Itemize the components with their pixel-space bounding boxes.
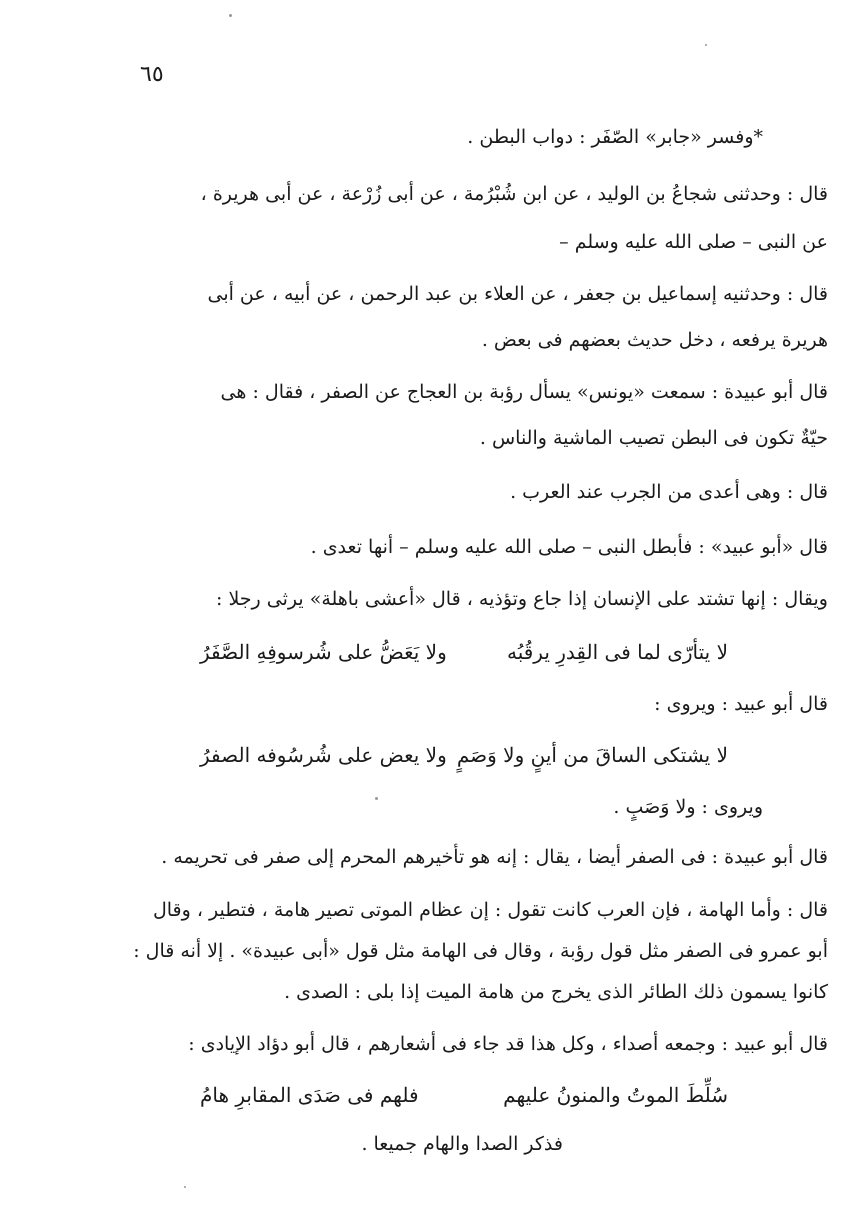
text-line: قال : وحدثنى شجاعُ بن الوليد ، عن ابن شُبْرُمة ، عن أبى زُرْعة ، عن أبى هريرة ، xyxy=(200,183,828,205)
text-line: قال : وأما الهامة ، فإن العرب كانت تقول : إن عظام الموتى تصير هامة ، فتطير ، وقال xyxy=(152,899,828,921)
text-line: قال أبو عبيدة : سمعت «يونس» يسأل رؤبة بن العجاج عن الصفر ، فقال : هى xyxy=(220,381,828,403)
verse-hemistich-left: ولا يعض على شُرسُوفه الصفرُ xyxy=(200,743,447,767)
closing-line: فذكر الصدا والهام جميعا . xyxy=(361,1133,563,1155)
text-line: أبو عمرو فى الصفر مثل قول رؤبة ، وقال فى الهامة مثل قول «أبى عبيدة» . إلا أنه قال : xyxy=(133,940,828,962)
text-line: ويروى : ولا وَصَبٍ . xyxy=(613,796,763,818)
text-line: قال : وحدثنيه إسماعيل بن جعفر ، عن العلاء بن عبد الرحمن ، عن أبيه ، عن أبى xyxy=(207,283,828,305)
text-line: قال : وهى أعدى من الجرب عند العرب . xyxy=(510,481,828,503)
verse-hemistich-left: ولا يَعَضُّ على شُرسوفِهِ الصَّفَرُ xyxy=(200,640,447,664)
text-line: ويقال : إنها تشتد على الإنسان إذا جاع وتؤذيه ، قال «أعشى باهلة» يرثى رجلا : xyxy=(216,588,828,610)
text-line: قال «أبو عبيد» : فأبطل النبى – صلى الله عليه وسلم – أنها تعدى . xyxy=(310,536,828,558)
text-line: كانوا يسمون ذلك الطائر الذى يخرج من هامة الميت إذا بلى : الصدى . xyxy=(284,981,828,1003)
text-line: عن النبى – صلى الله عليه وسلم – xyxy=(559,231,828,253)
scan-speck xyxy=(229,14,232,17)
text-line: قال أبو عبيدة : فى الصفر أيضا ، يقال : إنه هو تأخيرهم المحرم إلى صفر فى تحريمه . xyxy=(161,846,828,868)
text-line: قال أبو عبيد : ويروى : xyxy=(654,693,828,715)
scan-speck xyxy=(375,797,378,800)
scan-speck xyxy=(705,44,707,46)
text-line: *وفسر «جابر» الصّفَر : دواب البطن . xyxy=(467,126,763,148)
text-line: قال أبو عبيد : وجمعه أصداء ، وكل هذا قد جاء فى أشعارهم ، قال أبو دؤاد الإيادى : xyxy=(188,1033,828,1055)
verse-hemistich-left: فلهم فى صَدَى المقابرِ هامُ xyxy=(200,1083,419,1107)
verse-hemistich-right: سُلِّطَ الموتُ والمنونُ عليهم xyxy=(503,1083,728,1107)
page-number: ٦٥ xyxy=(140,62,164,87)
verse-hemistich-right: لا يتأرّى لما فى القِدرِ يرقُبُه xyxy=(506,640,728,664)
verse-hemistich-right: لا يشتكى الساقَ من أينٍ ولا وَصَمٍ xyxy=(456,743,728,767)
scan-speck xyxy=(184,1186,186,1188)
text-line: حيّةٌ تكون فى البطن تصيب الماشية والناس . xyxy=(479,427,828,449)
text-line: هريرة يرفعه ، دخل حديث بعضهم فى بعض . xyxy=(481,329,828,351)
